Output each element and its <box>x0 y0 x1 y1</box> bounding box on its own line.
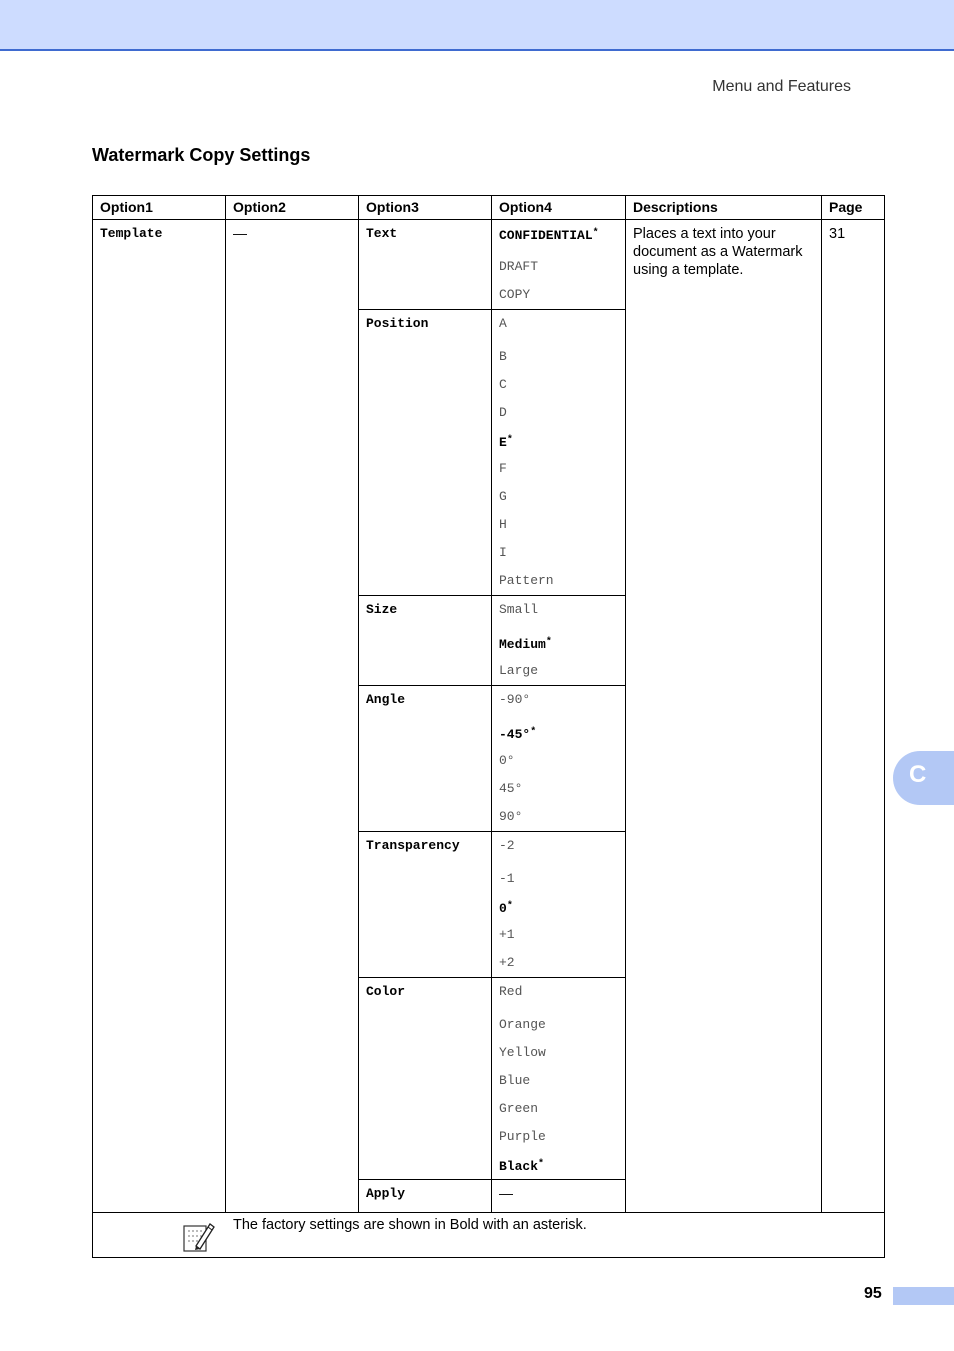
option3-cell: Apply <box>359 1180 492 1213</box>
option3-cell: Color <box>359 978 492 1180</box>
option-value <box>499 399 618 427</box>
column-header-option3: Option3 <box>359 196 492 220</box>
default-marker: * <box>530 727 537 738</box>
option3-cell: Text <box>359 220 492 310</box>
note-cell <box>93 1213 885 1258</box>
option-value <box>499 747 618 775</box>
option-value <box>499 1123 618 1151</box>
chapter-tab-letter: C <box>909 761 927 788</box>
option-value-label: -45° <box>499 727 531 742</box>
option-value <box>499 983 618 1001</box>
option-value-label: +2 <box>499 955 515 970</box>
option-value-label: Medium <box>499 637 546 652</box>
option-value-label: COPY <box>499 287 531 302</box>
option-value-label: -90° <box>499 692 531 707</box>
option4-cell <box>492 596 626 686</box>
option-value-label: Purple <box>499 1129 546 1144</box>
column-header-option4: Option4 <box>492 196 626 220</box>
option3-cell: Transparency <box>359 832 492 978</box>
option-value <box>499 483 618 511</box>
option-value <box>499 601 618 619</box>
option-value-label: Green <box>499 1101 539 1116</box>
option-value-label: A <box>499 316 507 331</box>
option4-cell <box>492 978 626 1180</box>
column-header-option2: Option2 <box>226 196 359 220</box>
option-value-label: C <box>499 377 507 392</box>
option-value-label: E <box>499 435 507 450</box>
default-marker: * <box>506 435 513 446</box>
option-value-label: Black <box>499 1159 539 1174</box>
option-value <box>499 657 618 685</box>
option-value <box>499 253 618 281</box>
option-value <box>499 281 618 309</box>
option-value <box>499 691 618 709</box>
page-number: 95 <box>864 1285 882 1302</box>
option-value <box>499 921 618 949</box>
option-value-label: Large <box>499 663 539 678</box>
table-header-row <box>93 196 885 220</box>
note-pencil-icon <box>182 1219 216 1258</box>
option-value-label: DRAFT <box>499 259 539 274</box>
option-value-label: Pattern <box>499 573 554 588</box>
watermark-settings-table <box>92 195 885 1258</box>
page-cell: 31 <box>822 220 885 1213</box>
option-value-label: +1 <box>499 927 515 942</box>
option4-cell <box>492 832 626 978</box>
option-value-label: D <box>499 405 507 420</box>
default-marker: * <box>592 228 599 239</box>
column-header-descriptions: Descriptions <box>626 196 822 220</box>
option-value <box>499 1095 618 1123</box>
option-value <box>499 1067 618 1095</box>
default-marker: * <box>545 637 552 648</box>
option1-cell: Template <box>93 220 226 1213</box>
table-row <box>93 220 885 310</box>
option-value <box>499 1039 618 1067</box>
note-content <box>93 1213 884 1257</box>
option-value <box>499 949 618 977</box>
option4-cell <box>492 310 626 596</box>
option3-cell: Angle <box>359 686 492 832</box>
option3-cell: Size <box>359 596 492 686</box>
option-value <box>499 629 618 657</box>
option-value-label: H <box>499 517 507 532</box>
option4-cell <box>492 220 626 310</box>
option-value <box>499 539 618 567</box>
option-value-label: Orange <box>499 1017 546 1032</box>
option2-cell: — <box>226 220 359 1213</box>
default-marker: * <box>538 1159 545 1170</box>
option-value-label: Red <box>499 984 523 999</box>
option-value-label: CONFIDENTIAL <box>499 228 593 243</box>
option4-cell: — <box>492 1180 626 1213</box>
option-value <box>499 315 618 333</box>
option-value-label: 0 <box>499 901 507 916</box>
option-value <box>499 837 618 855</box>
option-value <box>499 343 618 371</box>
chapter-tab <box>893 751 954 805</box>
option-value-label: -2 <box>499 838 515 853</box>
option-value <box>499 865 618 893</box>
option-value <box>499 225 618 243</box>
option4-cell <box>492 686 626 832</box>
default-marker: * <box>506 901 513 912</box>
option-value <box>499 893 618 921</box>
option-value <box>499 371 618 399</box>
option-value <box>499 1011 618 1039</box>
option-value-label: I <box>499 545 507 560</box>
option-value <box>499 775 618 803</box>
option-value-label: 90° <box>499 809 523 824</box>
option-value-label: Small <box>499 602 539 617</box>
header-band <box>0 0 954 51</box>
note-row <box>93 1213 885 1258</box>
column-header-option1: Option1 <box>93 196 226 220</box>
section-title: Watermark Copy Settings <box>92 145 311 165</box>
option-value-label: 0° <box>499 753 515 768</box>
column-header-page: Page <box>822 196 885 220</box>
option-value-label: -1 <box>499 871 515 886</box>
option3-cell: Position <box>359 310 492 596</box>
option-value-label: Yellow <box>499 1045 546 1060</box>
option-value <box>499 455 618 483</box>
option-value <box>499 1151 618 1179</box>
option-value-label: F <box>499 461 507 476</box>
running-head: Menu and Features <box>712 78 851 95</box>
option-value-label: Blue <box>499 1073 531 1088</box>
option-value <box>499 511 618 539</box>
note-text: The factory settings are shown in Bold with an asterisk. <box>233 1217 587 1233</box>
option-value-label: 45° <box>499 781 523 796</box>
option-value <box>499 803 618 831</box>
description-cell: Places a text into your document as a Watermark using a template. <box>626 220 822 1213</box>
option-value-label: G <box>499 489 507 504</box>
option-value <box>499 427 618 455</box>
option-value <box>499 567 618 595</box>
option-value-label: B <box>499 349 507 364</box>
footer-bar <box>893 1287 954 1305</box>
option-value <box>499 719 618 747</box>
